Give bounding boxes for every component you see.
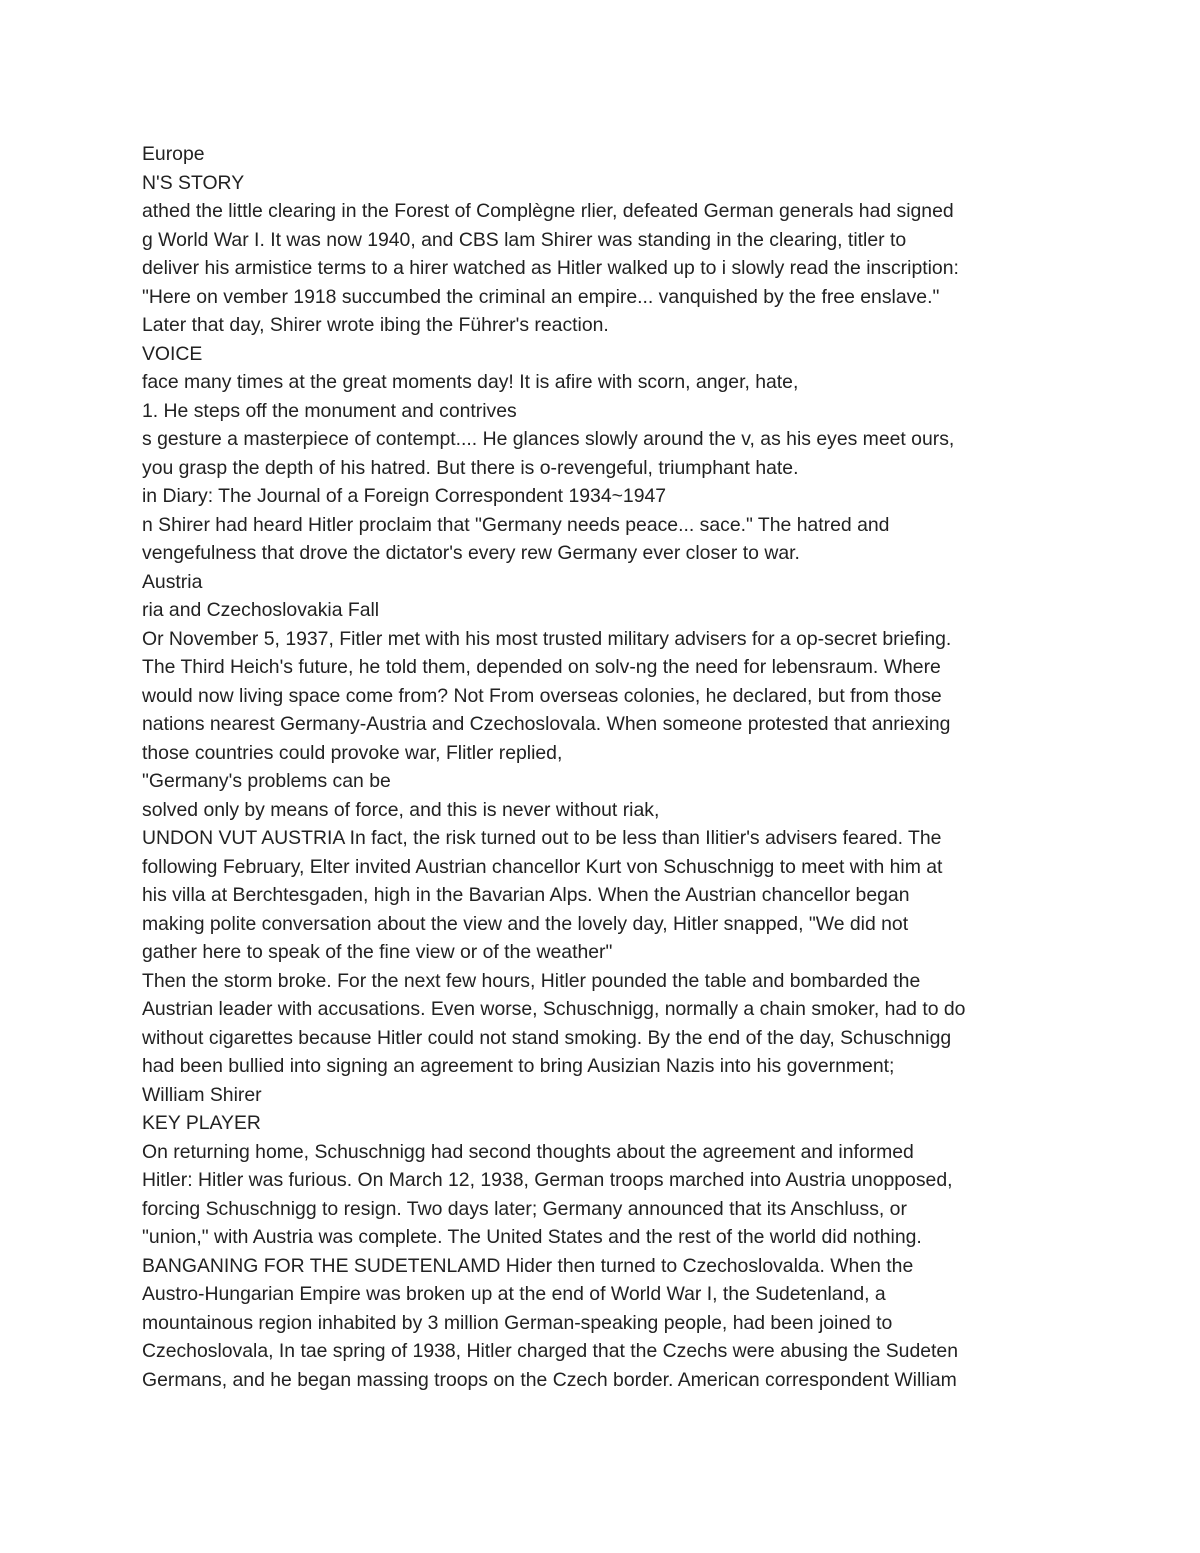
text-line: you grasp the depth of his hatred. But there is o-revengeful, triumphant hate. <box>142 456 799 479</box>
text-line: Austrian leader with accusations. Even worse, Schuschnigg, normally a chain smoker, had to do <box>142 998 966 1020</box>
text-line: s gesture a masterpiece of contempt.... He glances slowly around the v, as his eyes meet ours, <box>142 428 955 450</box>
text-line: Then the storm broke. For the next few hours, Hitler pounded the table and bombarded the <box>142 969 921 992</box>
text-line: face many times at the great moments day! It is afire with scorn, anger, hate, <box>142 371 799 393</box>
text-line: his villa at Berchtesgaden, high in the Bavarian Alps. When the Austrian chancellor began <box>142 884 910 906</box>
text-line: ria and Czechoslovakia Fall <box>142 599 380 621</box>
text-line: n Shirer had heard Hitler proclaim that "Germany needs peace... sace." The hatred and <box>142 513 890 536</box>
text-line: would now living space come from? Not From overseas colonies, he declared, but from those <box>142 684 942 707</box>
text-line: Or November 5, 1937, Fitler met with his most trusted military advisers for a op-secret briefing. <box>142 627 952 650</box>
text-line: in Diary: The Journal of a Foreign Correspondent 1934~1947 <box>142 485 667 507</box>
text-line: N'S STORY <box>142 171 245 194</box>
text-line: The Third Heich's future, he told them, depended on solv-ng the need for lebensraum. Where <box>142 656 941 678</box>
text-line: had been bullied into signing an agreement to bring Ausizian Nazis into his government; <box>142 1055 895 1077</box>
text-line: without cigarettes because Hitler could not stand smoking. By the end of the day, Schuschnigg <box>142 1026 952 1049</box>
text-line: gather here to speak of the fine view or of the weather" <box>142 941 613 963</box>
text-line: "Germany's problems can be <box>142 770 391 792</box>
text-line: Europe <box>142 143 205 165</box>
text-line: deliver his armistice terms to a hirer watched as Hitler walked up to i slowly read the inscription: <box>142 257 959 279</box>
text-line: vengefulness that drove the dictator's every rew Germany ever closer to war. <box>142 542 800 564</box>
text-line: 1. He steps off the monument and contrives <box>142 399 517 422</box>
text-line: solved only by means of force, and this is never without riak, <box>142 798 660 821</box>
text-line: nations nearest Germany-Austria and Czechoslovala. When someone protested that anriexing <box>142 713 951 735</box>
text-line: making polite conversation about the view and the lovely day, Hitler snapped, "We did not <box>142 912 909 935</box>
text-line: On returning home, Schuschnigg had second thoughts about the agreement and informed <box>142 1140 914 1163</box>
text-line: UNDON VUT AUSTRIA In fact, the risk turned out to be less than Ilitier's advisers feared. The <box>142 827 942 849</box>
text-line: "union," with Austria was complete. The United States and the rest of the world did nothing. <box>142 1226 922 1248</box>
text-line: following February, Elter invited Austrian chancellor Kurt von Schuschnigg to meet with him at <box>142 855 943 878</box>
text-line: William Shirer <box>142 1083 262 1106</box>
text-line: g World War I. It was now 1940, and CBS lam Shirer was standing in the clearing, titler to <box>142 228 907 251</box>
text-line: Later that day, Shirer wrote ibing the Führer's reaction. <box>142 314 609 336</box>
text-line: forcing Schuschnigg to resign. Two days later; Germany announced that its Anschluss, or <box>142 1197 907 1220</box>
text-line: Germans, and he began massing troops on the Czech border. American correspondent William <box>142 1368 957 1391</box>
text-line: Austro-Hungarian Empire was broken up at the end of World War I, the Sudetenland, a <box>142 1283 886 1305</box>
text-line <box>142 1394 1142 1423</box>
text-line: Austria <box>142 570 203 593</box>
text-line: BANGANING FOR THE SUDETENLAMD Hider then turned to Czechoslovalda. When the <box>142 1254 914 1277</box>
text-line: athed the little clearing in the Forest of Complègne rlier, defeated German generals had signed <box>142 200 954 222</box>
text-line: VOICE <box>142 342 203 365</box>
text-line: "Here on vember 1918 succumbed the criminal an empire... vanquished by the free enslave." <box>142 285 940 308</box>
text-line: Czechoslovala, In tae spring of 1938, Hitler charged that the Czechs were abusing the Sudeten <box>142 1340 958 1362</box>
text-line: those countries could provoke war, Flitler replied, <box>142 741 563 764</box>
text-line: Hitler: Hitler was furious. On March 12, 1938, German troops marched into Austria unopposed, <box>142 1169 953 1191</box>
document-page <box>142 140 1142 1423</box>
text-line: mountainous region inhabited by 3 million German-speaking people, had been joined to <box>142 1311 893 1334</box>
text-line: KEY PLAYER <box>142 1112 261 1134</box>
